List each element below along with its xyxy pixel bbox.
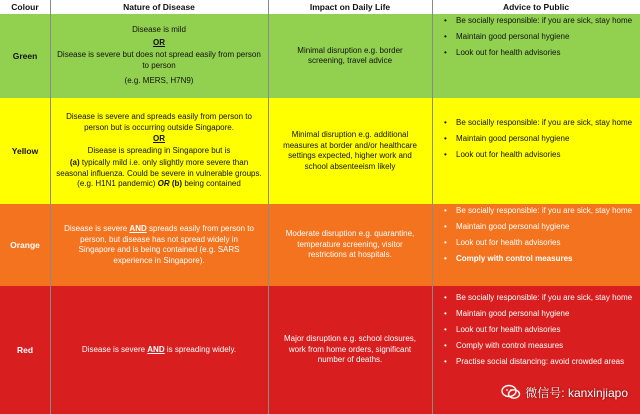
- nature-cell: [50, 286, 268, 414]
- advice-item: • Be socially responsible: if you are sick, stay home: [444, 16, 636, 26]
- nature-text: Disease is spreading in Singapore but is: [87, 145, 231, 155]
- advice-item: • Maintain good personal hygiene: [444, 222, 636, 232]
- nature-conditions: [56, 158, 262, 190]
- nature-text: Disease is mild: [132, 25, 186, 35]
- level-label: Green: [12, 51, 38, 61]
- nature-cell: [50, 14, 268, 98]
- advice-item: • Maintain good personal hygiene: [444, 32, 636, 42]
- and-text: AND: [147, 344, 165, 354]
- or-text: OR: [153, 134, 165, 144]
- cond-a-label: (a): [69, 158, 80, 168]
- header-nature: Nature of Disease: [50, 0, 268, 15]
- cond-b-label: (b): [169, 179, 183, 189]
- nature-example: (e.g. MERS, H7N9): [124, 76, 194, 86]
- wechat-icon: [501, 384, 521, 400]
- level-label: Yellow: [11, 146, 39, 156]
- or-text: OR: [153, 37, 165, 47]
- table-row-green: [0, 14, 640, 99]
- advice-item: • Practise social distancing: avoid crowded areas: [444, 357, 636, 367]
- advice-item: • Maintain good personal hygiene: [444, 134, 636, 144]
- nature-cell: [50, 204, 268, 286]
- header-advice: Advice to Public: [432, 0, 640, 15]
- advice-cell: [432, 14, 640, 98]
- advice-item: • Comply with control measures: [444, 254, 636, 264]
- advice-item: • Be socially responsible: if you are sick, stay home: [444, 293, 636, 303]
- level-label: Red: [16, 345, 34, 355]
- impact-cell: Minimal disruption e.g. additional measures at border and/or healthcare settings expected, higher work and school absenteeism likely: [283, 130, 417, 171]
- advice-cell: [432, 204, 640, 286]
- nature-cell: [50, 98, 268, 204]
- advice-item: • Look out for health advisories: [444, 150, 636, 160]
- table-row-orange: [0, 204, 640, 287]
- cond-a-text: typically mild i.e. only slightly more severe than seasonal influenza. Could be severe in vulnerable groups. (e.g. H1N1 pandemic): [56, 158, 262, 189]
- impact-cell: Major disruption e.g. school closures, work from home orders, significant number of deaths.: [283, 334, 417, 365]
- advice-item: • Be socially responsible: if you are sick, stay home: [444, 118, 636, 128]
- level-label: Orange: [10, 240, 40, 250]
- impact-cell: Moderate disruption e.g. quarantine, temperature screening, visitor restrictions at hospitals.: [285, 229, 415, 260]
- wechat-watermark: [501, 382, 628, 402]
- header-impact: Impact on Daily Life: [268, 0, 432, 15]
- grid-line: [50, 0, 51, 414]
- grid-line: [268, 0, 269, 414]
- advice-item: • Look out for health advisories: [444, 48, 636, 58]
- cond-b-text: being contained: [182, 179, 241, 189]
- advice-item: • Look out for health advisories: [444, 325, 636, 335]
- header-colour: Colour: [0, 0, 50, 15]
- impact-cell: Minimal disruption e.g. border screening, travel advice: [297, 45, 403, 65]
- grid-line: [432, 0, 433, 414]
- advice-cell: [432, 98, 640, 204]
- advice-item: • Comply with control measures: [444, 341, 636, 351]
- nature-text: Disease is severe and spreads easily from person to person but is occurring outside Singapore.: [66, 112, 252, 132]
- nature-text: Disease is severe AND spreads easily from person to person, but disease has not spread widely in Singapore and is being contained (e.g. SARS experience in Singapore).: [64, 224, 254, 265]
- nature-text: Disease is severe but does not spread easily from person to person: [57, 50, 261, 70]
- advice-item: • Look out for health advisories: [444, 238, 636, 248]
- and-text: AND: [129, 224, 147, 233]
- advice-item: • Maintain good personal hygiene: [444, 309, 636, 319]
- nature-text: Disease is severe AND is spreading widely.: [81, 344, 237, 354]
- or-text: OR: [157, 179, 170, 189]
- watermark-text: 微信号: kanxinjiapo: [525, 385, 628, 400]
- advice-item: • Be socially responsible: if you are sick, stay home: [444, 206, 636, 216]
- table-row-yellow: [0, 98, 640, 205]
